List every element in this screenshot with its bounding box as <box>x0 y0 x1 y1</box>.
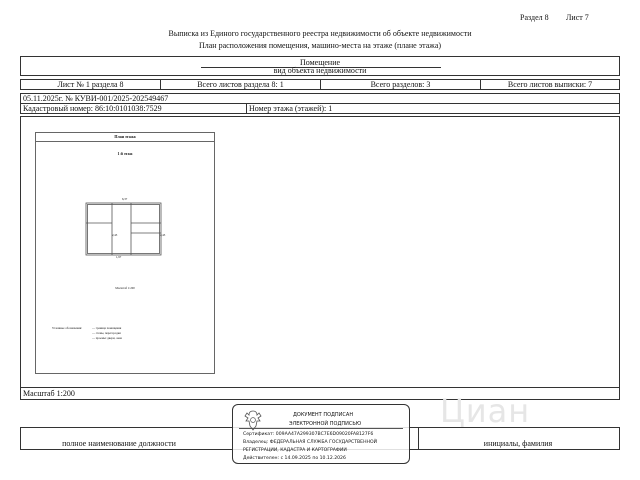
sheets-in-section-cell: Всего листов раздела 8: 1 <box>161 80 321 89</box>
sheets-total-cell: Всего листов выписки: 7 <box>507 80 593 89</box>
plan-room-bottom-label: 1,97 <box>116 255 122 259</box>
scale-label: Масштаб 1:200 <box>23 389 75 398</box>
plan-scale-note: Масштаб 1:200 <box>115 286 135 290</box>
plan-axis-top: 6,37 <box>122 197 128 201</box>
plan-room-right-label: 2,43 <box>160 233 166 237</box>
floor-plan-drawing <box>76 193 176 265</box>
plan-legend-item-3: — проемы: двери, окна <box>92 336 122 340</box>
plan-room-left-label: 2,43 <box>112 233 118 237</box>
floor-number: Номер этажа (этажей): 1 <box>249 104 333 113</box>
floor-plan-sheet <box>35 132 215 374</box>
plan-area <box>20 116 620 400</box>
stamp-line-2: ЭЛЕКТРОННОЙ ПОДПИСЬЮ <box>289 421 362 427</box>
plan-legend-title: Условные обозначения: <box>52 326 83 330</box>
electronic-signature-stamp <box>232 404 410 464</box>
plan-outer-walls <box>86 203 161 255</box>
document-subtitle: План расположения помещения, машино-места на этаже (плане этажа) <box>198 41 442 50</box>
plan-legend-item-1: — граница помещения <box>92 326 122 330</box>
stamp-line-1: ДОКУМЕНТ ПОДПИСАН <box>293 412 354 418</box>
sheet-number: Лист 7 <box>566 13 589 22</box>
emblem-icon <box>243 409 263 433</box>
object-type-label: вид объекта недвижимости <box>273 66 367 75</box>
name-label: инициалы, фамилия <box>483 439 553 448</box>
plan-legend-item-2: — стены, перегородки <box>92 331 121 335</box>
cadastral-row <box>20 103 620 114</box>
object-type-value: Помещение <box>299 58 341 67</box>
watermark: Циан <box>440 392 531 430</box>
sections-total-cell: Всего разделов: 3 <box>321 80 481 89</box>
sheet-info-row <box>20 79 620 90</box>
stamp-divider <box>239 428 403 429</box>
plan-floor-label: 1 й этаж <box>117 151 133 156</box>
footer-right-edge <box>619 427 620 449</box>
plan-title-divider <box>36 141 214 142</box>
object-type-box <box>20 56 620 76</box>
plan-inner-walls <box>88 205 160 254</box>
document-title: Выписка из Единого государственного реестра недвижимости об объекте недвижимости <box>168 29 472 38</box>
plan-title: План этажа <box>114 134 136 139</box>
position-label: полное наименование должности <box>62 439 176 448</box>
stamp-valid: Действителен: с 14.09.2025 по 10.12.2026 <box>243 456 346 461</box>
sheet-section-cell: Лист № 1 раздела 8 <box>21 80 161 89</box>
cadastral-number: Кадастровый номер: 86:10:0101038:7529 <box>21 104 247 113</box>
stamp-owner-line-2: РЕГИСТРАЦИИ, КАДАСТРА И КАРТОГРАФИИ <box>243 448 347 453</box>
document-number: 05.11.2025г. № КУВИ-001/2025-202549467 <box>23 94 169 103</box>
section-number: Раздел 8 <box>520 13 549 22</box>
stamp-certificate: Сертификат: 009AA47A299307BC7E6D09020FA8127F6 <box>243 432 374 437</box>
stamp-owner-line-1: Владелец: ФЕДЕРАЛЬНАЯ СЛУЖБА ГОСУДАРСТВЕННОЙ <box>243 440 378 445</box>
